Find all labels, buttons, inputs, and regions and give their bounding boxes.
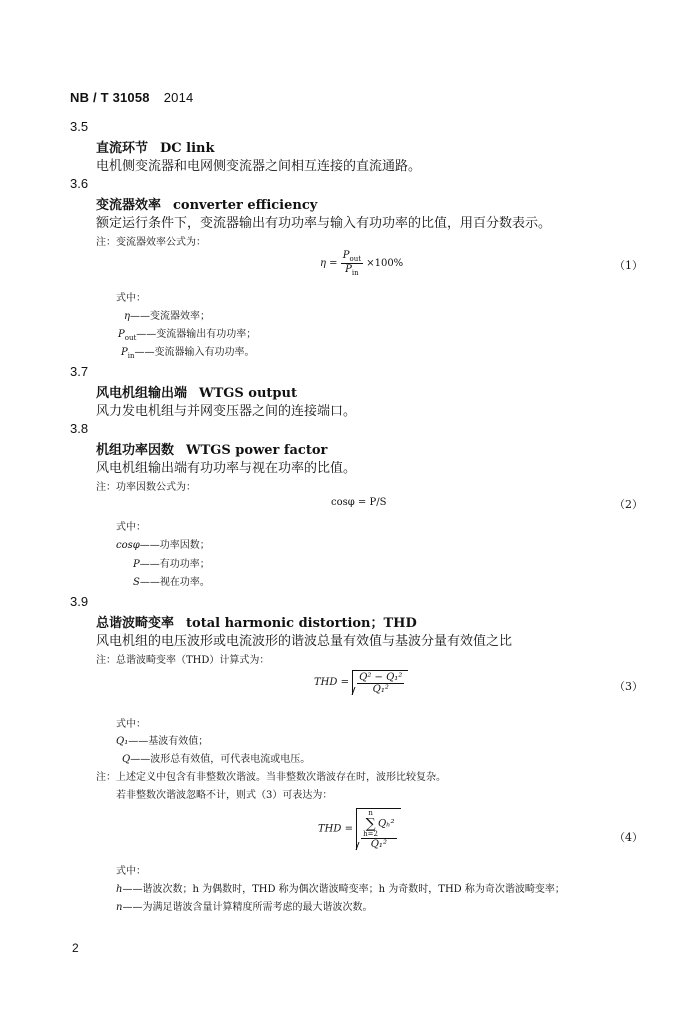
clause-number: 3.8 bbox=[70, 421, 89, 436]
clause-number: 3.6 bbox=[70, 176, 89, 191]
term-title bbox=[96, 194, 317, 213]
where-line bbox=[133, 573, 210, 588]
note: 注：功率因数公式为： bbox=[96, 482, 196, 493]
symbol: n bbox=[116, 902, 123, 913]
where-label: 式中： bbox=[116, 522, 146, 533]
equation-number: （4） bbox=[614, 831, 643, 844]
term-cn: 风电机组输出端 bbox=[96, 386, 188, 401]
where-line bbox=[124, 307, 210, 322]
page-number: 2 bbox=[72, 941, 79, 955]
term-cn: 变流器效率 bbox=[96, 198, 162, 213]
sum-lower-limit: h=2 bbox=[363, 830, 378, 838]
note: 若非整数次谐波忽略不计，则式（3）可表达为： bbox=[116, 790, 333, 801]
symbol: Q bbox=[122, 754, 131, 765]
where-label: 式中： bbox=[116, 293, 146, 304]
equation-1 bbox=[320, 250, 403, 277]
equation-lhs: η = bbox=[320, 258, 338, 269]
term-title bbox=[96, 382, 297, 401]
fraction bbox=[341, 250, 363, 277]
symbol-meaning: ——波形总有效值，可代表电流或电压。 bbox=[130, 754, 311, 765]
symbol-meaning: ——视在功率。 bbox=[139, 577, 210, 588]
fraction bbox=[361, 810, 396, 850]
equation-tail: ×100% bbox=[366, 258, 404, 269]
term-definition: 风力发电机组与并网变压器之间的连接端口。 bbox=[96, 404, 357, 419]
term-cn: 机组功率因数 bbox=[96, 443, 175, 458]
square-root bbox=[356, 808, 400, 850]
symbol-meaning: ——变流器效率； bbox=[130, 311, 210, 322]
fraction-numerator: Q² − Q₁² bbox=[359, 672, 403, 683]
symbol: P bbox=[345, 264, 352, 275]
equation-number: （2） bbox=[614, 498, 643, 511]
subscript: out bbox=[349, 255, 362, 263]
term-title bbox=[96, 612, 417, 631]
page-header bbox=[70, 90, 193, 105]
term-definition: 额定运行条件下，变流器输出有功功率与输入有功功率的比值，用百分数表示。 bbox=[96, 216, 552, 231]
subscript: out bbox=[124, 334, 137, 342]
where-line bbox=[133, 555, 210, 570]
term-definition: 电机侧变流器和电网侧变流器之间相互连接的直流通路。 bbox=[96, 159, 422, 174]
fraction bbox=[357, 672, 404, 695]
where-line bbox=[121, 343, 254, 360]
symbol: P bbox=[342, 250, 350, 261]
where-line bbox=[116, 880, 565, 895]
term-en: DC link bbox=[160, 141, 215, 156]
standard-year: 2014 bbox=[163, 90, 194, 105]
symbol-meaning: ——为满足谐波含量计算精度所需考虑的最大谐波次数。 bbox=[122, 902, 373, 913]
sigma-symbol: ∑ bbox=[365, 816, 376, 832]
symbol: P bbox=[118, 329, 125, 340]
symbol: cosφ bbox=[116, 540, 140, 551]
where-line bbox=[116, 732, 208, 747]
equation-number: （3） bbox=[614, 680, 643, 693]
clause-number: 3.7 bbox=[70, 364, 89, 379]
term-definition: 风电机组的电压波形或电流波形的谐波总量有效值与基波分量有效值之比 bbox=[96, 634, 513, 649]
equation-3 bbox=[314, 670, 408, 695]
symbol-meaning: ——功率因数； bbox=[139, 540, 210, 551]
term-cn: 直流环节 bbox=[96, 141, 149, 156]
symbol-meaning: ——变流器输出有功功率； bbox=[136, 329, 257, 340]
sum-upper-limit: n bbox=[368, 809, 373, 817]
symbol-meaning: ——变流器输入有功功率。 bbox=[134, 347, 255, 358]
term-en: WTGS power factor bbox=[186, 443, 328, 458]
fraction-denominator bbox=[341, 264, 363, 277]
fraction-numerator bbox=[341, 250, 363, 264]
where-label: 式中： bbox=[116, 719, 146, 730]
symbol: η bbox=[124, 311, 130, 322]
symbol: h bbox=[116, 884, 123, 895]
fraction-numerator bbox=[361, 810, 396, 839]
symbol-meaning: ——有功功率； bbox=[139, 559, 210, 570]
equation-4 bbox=[318, 808, 401, 850]
summand: Qₕ² bbox=[377, 818, 395, 830]
equation-number: （1） bbox=[614, 259, 643, 272]
symbol-meaning: ——谐波次数；h 为偶数时，THD 称为偶次谐波畸变率；h 为奇数时，THD 称为奇次谐波畸变率； bbox=[122, 884, 565, 895]
square-root bbox=[352, 670, 408, 695]
term-title bbox=[96, 439, 327, 458]
standard-number: NB / T 31058 bbox=[70, 90, 150, 105]
subscript: in bbox=[351, 269, 359, 277]
equation-lhs: THD = bbox=[318, 823, 353, 835]
symbol: P bbox=[121, 347, 128, 358]
note: 注：总谐波畸变率（THD）计算式为： bbox=[96, 655, 270, 666]
term-cn: 总谐波畸变率 bbox=[96, 616, 175, 631]
summation bbox=[363, 810, 378, 838]
note: 注：变流器效率公式为： bbox=[96, 237, 206, 248]
term-en: converter efficiency bbox=[173, 198, 318, 213]
clause-number: 3.5 bbox=[70, 119, 89, 134]
term-definition: 风电机组输出端有功功率与视在功率的比值。 bbox=[96, 461, 357, 476]
fraction-denominator: Q₁² bbox=[370, 839, 387, 850]
equation-lhs: THD = bbox=[314, 677, 349, 688]
fraction-denominator: Q₁² bbox=[372, 684, 389, 695]
where-line bbox=[116, 536, 210, 551]
symbol-meaning: ——基波有效值； bbox=[128, 736, 209, 747]
subscript: in bbox=[127, 352, 135, 360]
symbol: S bbox=[133, 577, 140, 588]
where-label: 式中： bbox=[116, 866, 146, 877]
where-line bbox=[122, 750, 310, 765]
clause-number: 3.9 bbox=[70, 594, 89, 609]
symbol: Q₁ bbox=[116, 736, 129, 747]
symbol: P bbox=[133, 559, 140, 570]
term-en: total harmonic distortion；THD bbox=[186, 616, 417, 631]
term-title bbox=[96, 137, 215, 156]
equation-2: cosφ = P/S bbox=[331, 497, 387, 508]
note: 注：上述定义中包含有非整数次谐波。当非整数次谐波存在时，波形比较复杂。 bbox=[96, 772, 446, 783]
where-line bbox=[118, 325, 256, 342]
where-line bbox=[116, 898, 372, 913]
term-en: WTGS output bbox=[199, 386, 297, 401]
